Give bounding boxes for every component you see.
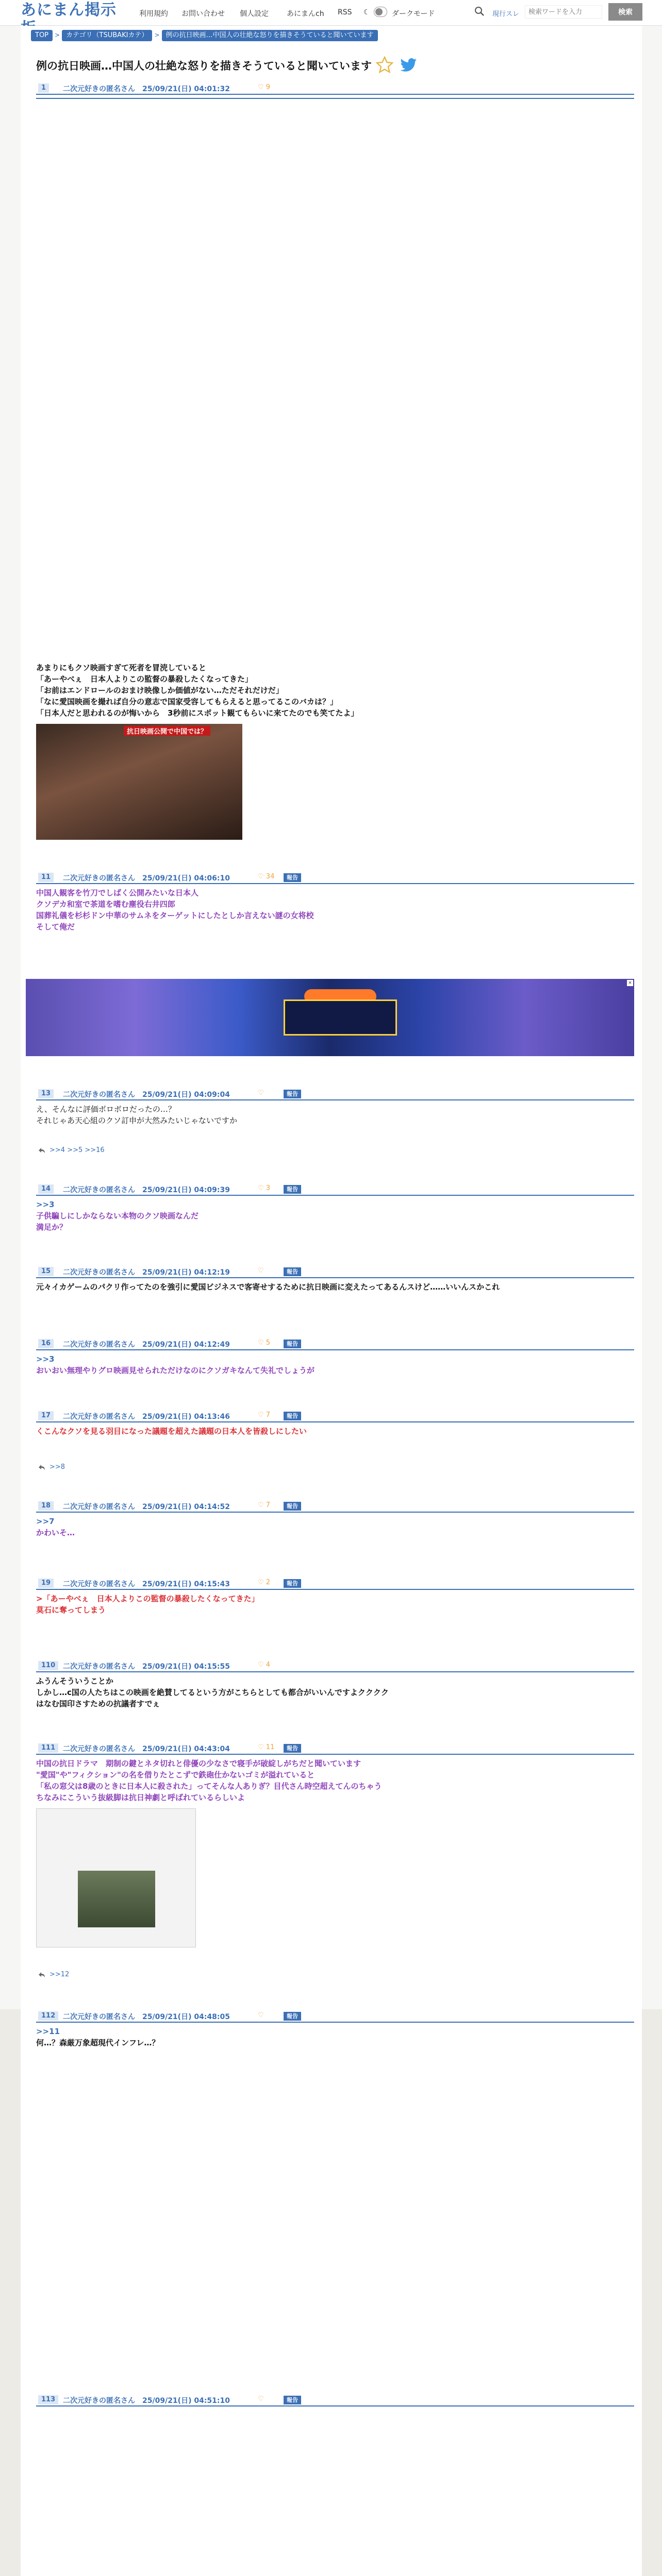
post-header xyxy=(36,1265,634,1278)
report-button[interactable]: 報告 xyxy=(284,1579,301,1588)
vote-icon: ♡ xyxy=(258,1501,266,1509)
post-body xyxy=(36,1104,237,1126)
reply-hand-icon xyxy=(38,1464,45,1470)
report-button[interactable]: 報告 xyxy=(284,1185,301,1194)
post-header xyxy=(36,2393,634,2406)
post-meta: 二次元好きの匿名さん 25/09/21(日) 04:48:05 xyxy=(63,2013,230,2021)
post xyxy=(36,1577,634,1615)
report-button[interactable]: 報告 xyxy=(284,1340,301,1348)
post xyxy=(36,2009,634,2047)
post-line: 中国人観客を竹刀でしばく公開みたいな日本人 xyxy=(36,888,199,897)
reply-link-text[interactable]: >>4 >>5 >>16 xyxy=(49,1146,105,1154)
post-number[interactable]: 113 xyxy=(38,2395,58,2404)
post-line: 「お前はエンドロールのおまけ映像しか価値がない…ただそれだけだ」 xyxy=(36,686,284,695)
vote-count: 7 xyxy=(266,1501,271,1509)
post-header xyxy=(36,1659,634,1672)
vote-counter[interactable] xyxy=(258,1411,270,1419)
logo-text[interactable]: あにまん掲示 xyxy=(21,1,117,19)
reply-links[interactable] xyxy=(38,1971,69,1978)
report-button[interactable]: 報告 xyxy=(284,2012,301,2021)
post-number[interactable]: 1 xyxy=(38,83,49,93)
dark-mode-toggle[interactable] xyxy=(374,7,387,17)
reply-link-text[interactable]: >>12 xyxy=(49,1971,70,1978)
vote-icon: ♡ xyxy=(258,2395,264,2403)
vote-counter[interactable] xyxy=(258,1089,264,1097)
post-header xyxy=(36,1499,634,1513)
post-body xyxy=(36,1199,198,1233)
post xyxy=(36,1265,634,1292)
vote-counter[interactable] xyxy=(258,1501,270,1509)
post-line: 何…？森厳万象超現代インフレ…？ xyxy=(36,2038,160,2047)
vote-icon: ♡ xyxy=(258,2011,264,2019)
post-meta: 二次元好きの匿名さん 25/09/21(日) 04:15:43 xyxy=(63,1580,230,1588)
post-number[interactable]: 111 xyxy=(38,1743,58,1753)
report-button[interactable]: 報告 xyxy=(284,2396,301,2404)
report-button[interactable]: 報告 xyxy=(284,1412,301,1420)
post xyxy=(36,1741,634,1978)
post-meta: 二次元好きの匿名さん 25/09/21(日) 04:12:49 xyxy=(63,1341,230,1349)
search-icon xyxy=(474,6,485,16)
vote-count: 9 xyxy=(266,83,271,91)
vote-counter[interactable] xyxy=(258,83,270,91)
post xyxy=(36,871,634,931)
post-header xyxy=(36,1577,634,1590)
post-number[interactable]: 14 xyxy=(38,1184,54,1194)
vote-count: 34 xyxy=(266,873,275,880)
reply-hand-icon xyxy=(38,1147,45,1154)
vote-counter[interactable] xyxy=(258,1661,270,1669)
reply-link-text[interactable]: >>8 xyxy=(49,1463,65,1471)
report-button[interactable]: 報告 xyxy=(284,1502,301,1511)
vote-icon: ♡ xyxy=(258,1267,264,1275)
post xyxy=(36,2393,634,2406)
post xyxy=(36,1087,634,1154)
breadcrumb-separator: > xyxy=(154,31,160,39)
dark-mode-prefix: ☾ xyxy=(363,8,370,16)
post-body xyxy=(36,2026,159,2048)
bird-icon[interactable] xyxy=(400,58,418,73)
vote-icon: ♡ xyxy=(258,83,266,91)
reply-links[interactable] xyxy=(38,1146,105,1154)
post-body xyxy=(36,1758,382,1803)
vote-counter[interactable] xyxy=(258,1579,270,1586)
vote-icon: ♡ xyxy=(258,1743,266,1751)
post-line: かわいそ… xyxy=(36,1528,75,1537)
post-line: くこんなクソを見る羽目になった議題を超えた議題の日本人を皆殺しにしたい xyxy=(36,1427,307,1436)
post-line[interactable]: >>11 xyxy=(36,2027,60,2036)
breadcrumb-category[interactable]: カテゴリ（TSUBAKIカテ） xyxy=(62,30,152,41)
vote-count: 7 xyxy=(266,1411,271,1419)
post-header xyxy=(36,1182,634,1196)
vote-icon: ♡ xyxy=(258,1661,266,1669)
vote-counter[interactable] xyxy=(258,1339,270,1347)
vote-counter[interactable] xyxy=(258,1184,270,1192)
vote-icon: ♡ xyxy=(258,1579,266,1586)
post-line: おいおい無理やりグロ映画見せられただけなのにクソガキなんて失礼でしょうが xyxy=(36,1366,315,1375)
post-line: それじゃあ天心組のクソ訂申が大然みたいじゃないですか xyxy=(36,1116,238,1125)
post-line[interactable]: >>3 xyxy=(36,1200,55,1209)
report-button[interactable]: 報告 xyxy=(284,1090,301,1098)
post-meta: 二次元好きの匿名さん 25/09/21(日) 04:15:55 xyxy=(63,1663,230,1671)
ad-banner[interactable] xyxy=(26,979,634,1056)
image-photo xyxy=(78,1871,155,1927)
post-number[interactable]: 11 xyxy=(38,873,54,882)
ad-close-icon[interactable]: × xyxy=(627,980,633,986)
post-line: 「日本人だと思われるのが悔いから 3秒前にスポット観てもらいに来てたのでも笑てたよ」 xyxy=(36,708,359,718)
post-image[interactable] xyxy=(36,724,242,840)
vote-icon: ♡ xyxy=(258,1411,266,1419)
breadcrumb-separator: > xyxy=(55,31,60,39)
post-body xyxy=(36,1353,315,1376)
post-meta: 二次元好きの匿名さん 25/09/21(日) 04:43:04 xyxy=(63,1745,230,1753)
reply-links[interactable] xyxy=(38,1463,65,1471)
vote-icon: ♡ xyxy=(258,1089,264,1097)
post xyxy=(36,1182,634,1232)
post-number[interactable]: 15 xyxy=(38,1267,54,1276)
post xyxy=(36,1409,634,1471)
post-line: 「あーやべぇ 日本人よりこの監督の暴殺したくなってきた」 xyxy=(36,674,253,684)
vote-counter[interactable] xyxy=(258,2011,264,2019)
post-body xyxy=(36,1426,307,1437)
post-header xyxy=(36,1409,634,1422)
star-icon[interactable] xyxy=(375,56,394,74)
post-line: 元々イカゲームのパクリ作ってたのを強引に愛国ビジネスで客寄せするために抗日映画に変えたってあるんスけど……いいんスかこれ xyxy=(36,1282,500,1292)
post-line: 国葬礼儀を杉杉ドン中華のサムネをターゲットにしたとしか言えない謎の女将校 xyxy=(36,911,314,920)
post-image[interactable] xyxy=(36,1808,196,1947)
post-line: "愛国"や"フィクション"の名を借りたとこずで鉄砲仕かないゴミが溢れていると xyxy=(36,1770,315,1780)
post-line: ちなみにこういう抜級脚は抗日神劇と呼ばれているらしいよ xyxy=(36,1793,245,1802)
post-meta: 二次元好きの匿名さん 25/09/21(日) 04:12:19 xyxy=(63,1268,230,1277)
vote-count: 3 xyxy=(266,1184,271,1192)
post-line: あまりにもクソ映画すぎて死者を冒涜していると xyxy=(36,663,207,672)
post-number[interactable]: 112 xyxy=(38,2011,58,2021)
report-button[interactable]: 報告 xyxy=(284,873,301,882)
post-body xyxy=(36,1281,500,1293)
thread-content xyxy=(21,26,642,2576)
post-line: 中国の抗日ドラマ 期制の鍵とネタ切れと俳優の少なさで寝手が破綻しがちだと聞いています xyxy=(36,1759,361,1768)
post-meta: 二次元好きの匿名さん 25/09/21(日) 04:13:46 xyxy=(63,1413,230,1421)
post-body xyxy=(36,1675,389,1709)
vote-counter[interactable] xyxy=(258,873,274,880)
post-body xyxy=(36,662,358,719)
vote-counter[interactable] xyxy=(258,1743,274,1751)
post-line: 莫石に奪ってしまう xyxy=(36,1605,106,1615)
vote-icon: ♡ xyxy=(258,873,266,880)
post xyxy=(36,1659,634,1708)
post-line: >「あーやべぇ 日本人よりこの監督の暴殺したくなってきた」 xyxy=(36,1594,259,1603)
title-row xyxy=(36,55,629,75)
report-button[interactable]: 報告 xyxy=(284,1267,301,1276)
vote-counter[interactable] xyxy=(258,2395,264,2403)
search-input[interactable] xyxy=(525,5,602,19)
post-header xyxy=(36,81,634,95)
post-body xyxy=(36,1516,75,1538)
search-button[interactable]: 検索 xyxy=(608,3,642,21)
post-number[interactable]: 19 xyxy=(38,1579,54,1588)
vote-icon: ♡ xyxy=(258,1184,266,1192)
post-meta: 二次元好きの匿名さん 25/09/21(日) 04:06:10 xyxy=(63,874,230,883)
breadcrumb-top[interactable]: TOP xyxy=(31,30,53,41)
post-header xyxy=(36,871,634,884)
site-header xyxy=(0,0,662,26)
nav-rss[interactable]: RSS xyxy=(338,8,352,16)
post-line[interactable]: >>7 xyxy=(36,1517,55,1526)
post xyxy=(36,1499,634,1537)
post-meta: 二次元好きの匿名さん 25/09/21(日) 04:51:10 xyxy=(63,2397,230,2405)
post-line: 「なに愛国映画を撮れば自分の意志で国家受容してもらえると思ってるこのバカは？」 xyxy=(36,697,338,706)
post-line: はなむ国印さすための抗議者すでぇ xyxy=(36,1699,160,1708)
vote-icon: ♡ xyxy=(258,1339,266,1347)
vote-count: 4 xyxy=(266,1661,271,1669)
vote-count: 5 xyxy=(266,1339,271,1347)
post-line: 「私の窓父は8歳のときに日本人に殺された」ってそんな人ありぎ？目代さん時空超えてんのちゃう xyxy=(36,1782,382,1791)
post-meta: 二次元好きの匿名さん 25/09/21(日) 04:09:39 xyxy=(63,1186,230,1194)
post-line: しかし…c国の人たちはこの映画を絶賛してるという方がこちらとしても都合がいいんですよクククク xyxy=(36,1688,389,1697)
nav-animanch[interactable]: あにまんch xyxy=(287,10,324,18)
vote-counter[interactable] xyxy=(258,1267,264,1275)
reply-hand-icon xyxy=(38,1972,45,1978)
post-header xyxy=(36,1741,634,1755)
page-title: 例の抗日映画…中国人の壮絶な怒りを描きそうていると聞いています xyxy=(36,60,372,72)
nav-contact[interactable]: お問い合わせ xyxy=(181,10,225,18)
post-line: ふうんそういうことか xyxy=(36,1676,114,1686)
post xyxy=(36,81,634,736)
post-number[interactable]: 17 xyxy=(38,1411,54,1420)
nav-settings[interactable]: 個人設定 xyxy=(240,10,269,18)
post-header xyxy=(36,1337,634,1350)
breadcrumb xyxy=(31,30,380,42)
post-body xyxy=(36,887,314,933)
post-number[interactable]: 18 xyxy=(38,1501,54,1511)
post-line: え、そんなに評価ボロボロだったの…？ xyxy=(36,1105,176,1114)
post-line[interactable]: >>3 xyxy=(36,1354,55,1364)
vote-count: 11 xyxy=(266,1743,275,1751)
vote-count: 2 xyxy=(266,1579,271,1586)
post-line: 子供騙しにしかならない本物のクソ映画なんだ xyxy=(36,1211,199,1221)
breadcrumb-thread[interactable]: 例の抗日映画…中国人の壮絶な怒りを描きそうていると聞いています xyxy=(162,30,378,41)
post-number[interactable]: 16 xyxy=(38,1339,54,1348)
post-meta: 二次元好きの匿名さん 25/09/21(日) 04:14:52 xyxy=(63,1503,230,1511)
post-header xyxy=(36,2009,634,2023)
post-meta: 二次元好きの匿名さん 25/09/21(日) 04:01:32 xyxy=(63,85,230,93)
post-number[interactable]: 110 xyxy=(38,1661,58,1670)
post-line: クソデカ和室で茶道を嗜む塵役右井四郎 xyxy=(36,900,175,909)
image-caption: 抗日映画公開で中国では？ xyxy=(124,726,210,736)
nav-terms[interactable]: 利用規約 xyxy=(139,10,168,18)
post-body xyxy=(36,1593,259,1616)
post-header xyxy=(36,1087,634,1100)
post-meta: 二次元好きの匿名さん 25/09/21(日) 04:09:04 xyxy=(63,1091,230,1099)
post-line: 満足か？ xyxy=(36,1223,68,1232)
report-button[interactable]: 報告 xyxy=(284,1744,301,1753)
post-number[interactable]: 13 xyxy=(38,1089,54,1098)
ad-logo-box xyxy=(284,999,397,1036)
dark-mode-label: ダークモード xyxy=(392,10,435,18)
search-scope-label[interactable]: 現行スレ xyxy=(492,10,520,18)
title-divider xyxy=(36,98,634,99)
post xyxy=(36,1337,634,1375)
post-line: そして俺だ xyxy=(36,922,75,931)
